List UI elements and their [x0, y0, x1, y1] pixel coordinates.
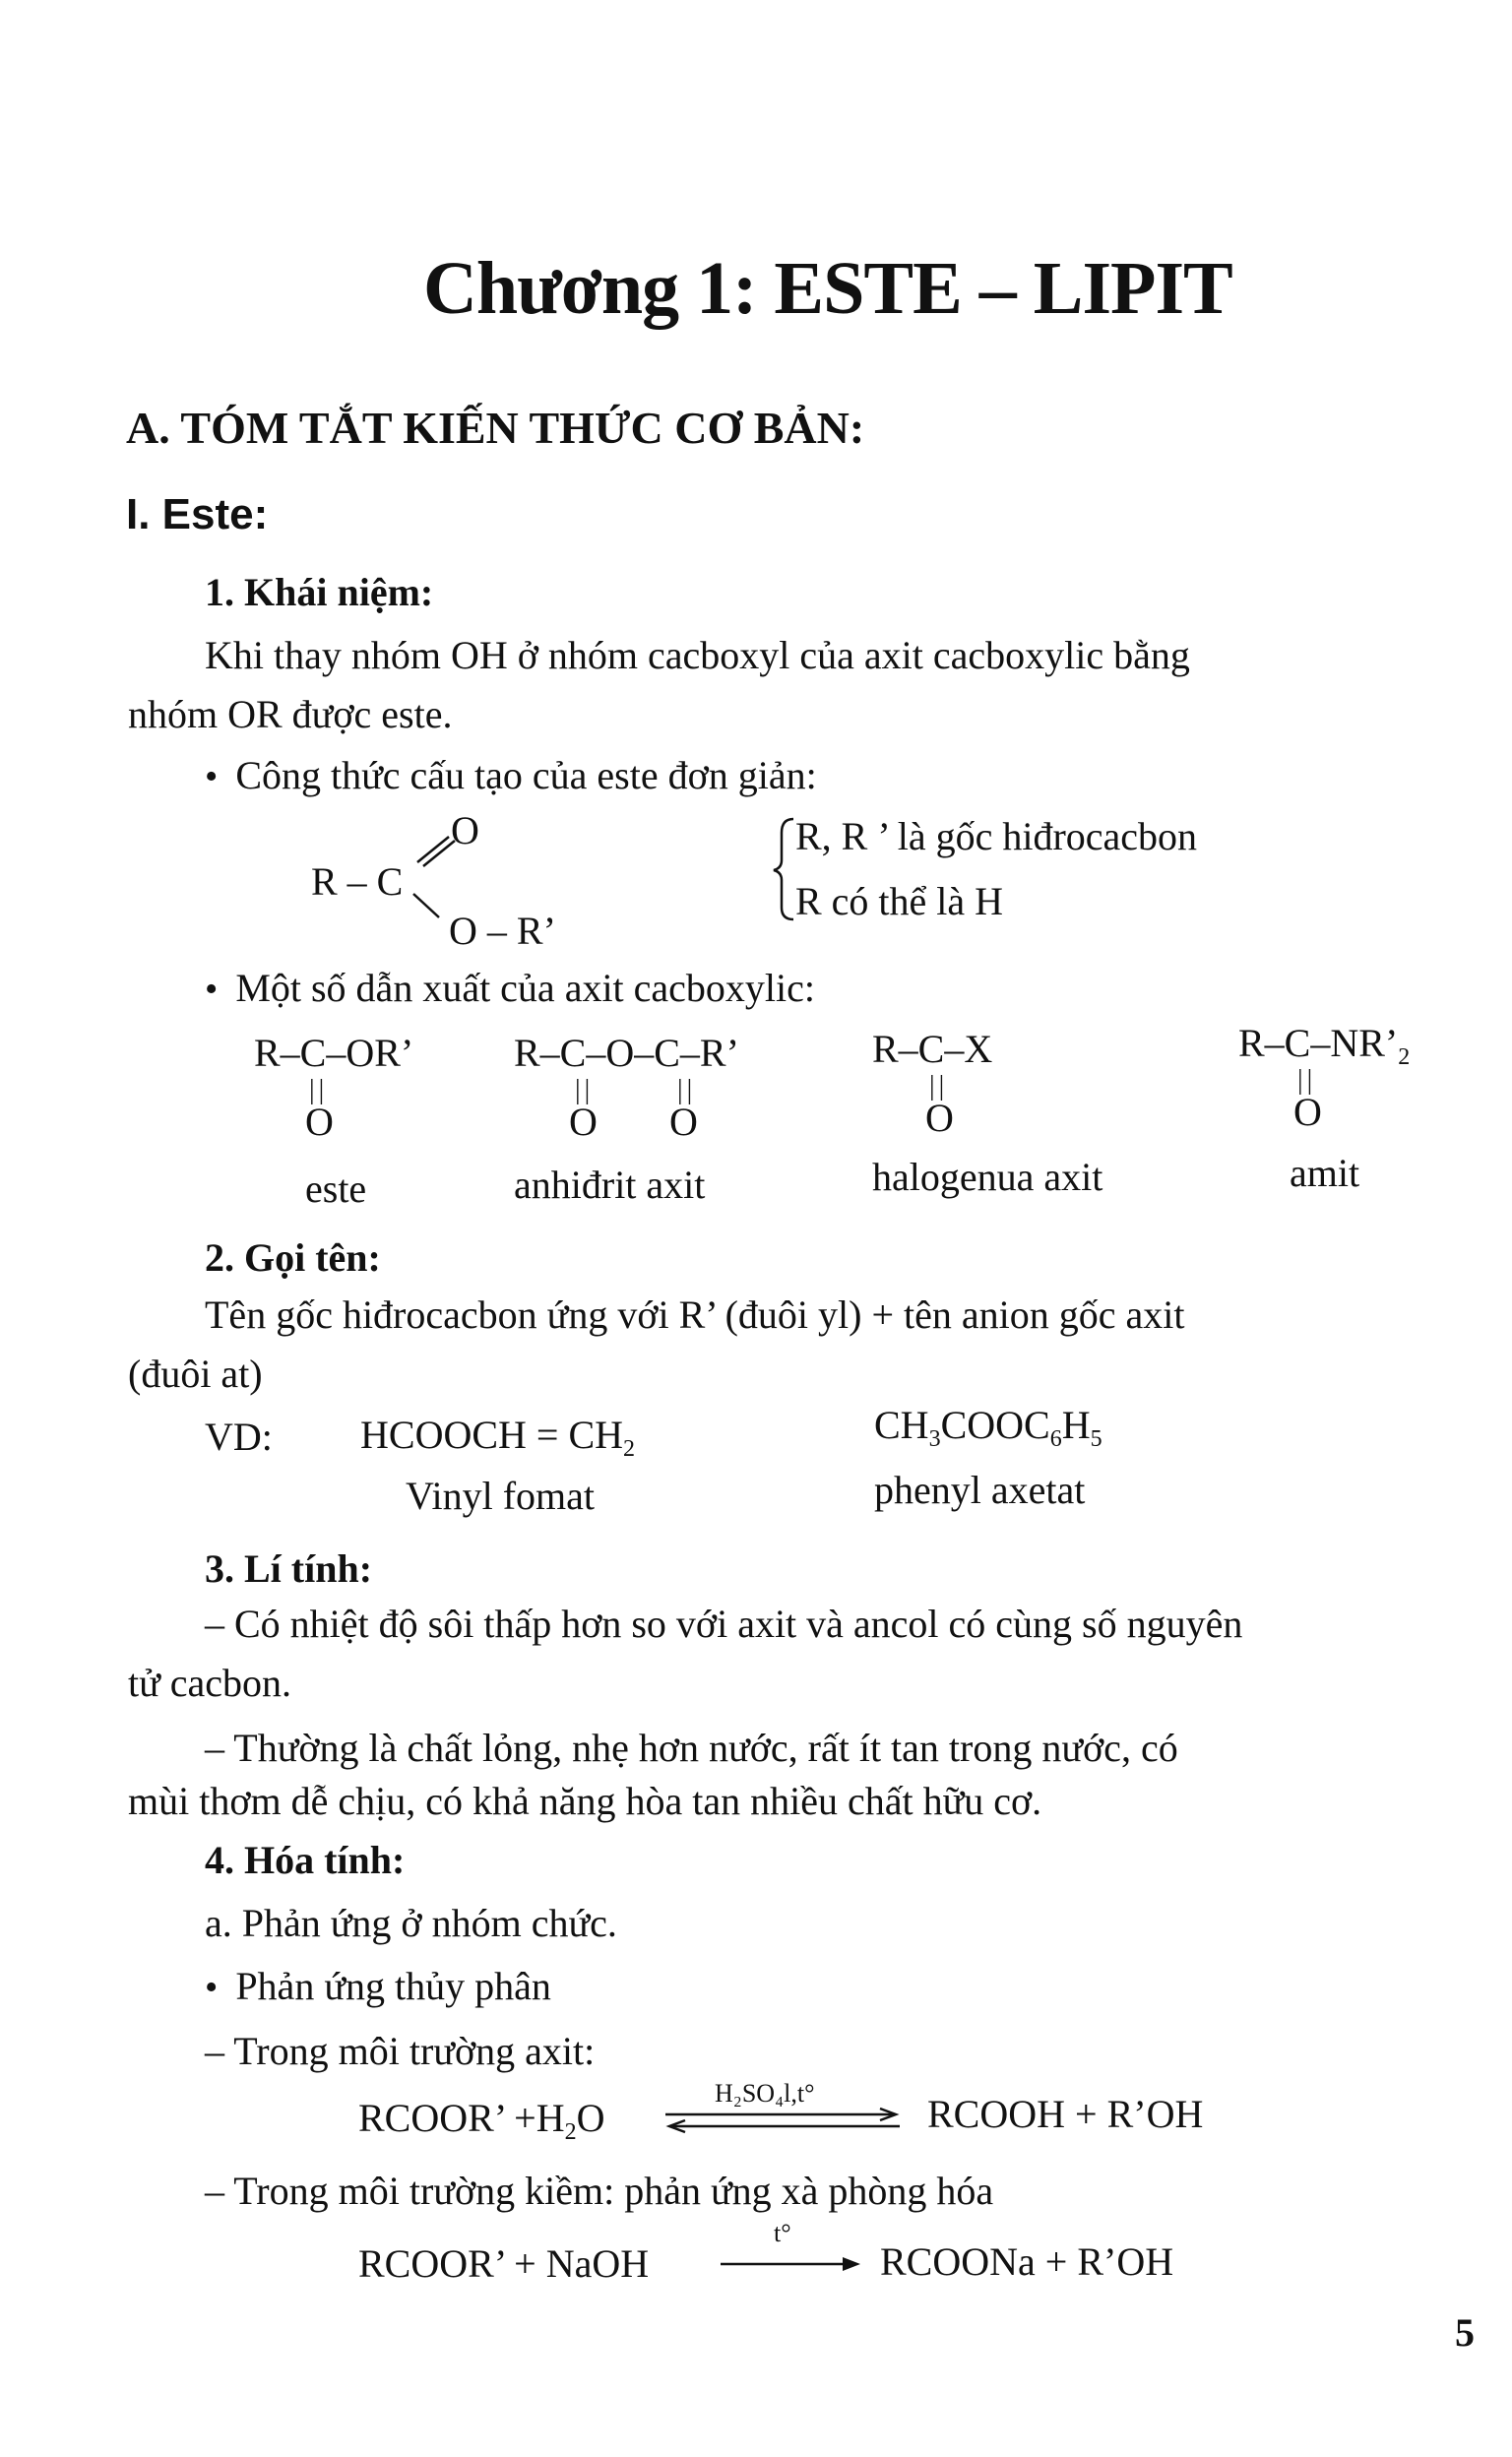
example-1-name: Vinyl fomat [406, 1474, 596, 1518]
example-1-formula: HCOOCH = $CH_2$ [360, 1413, 636, 1462]
deriv-halide-name: halogenua axit [872, 1155, 1103, 1199]
hydrolysis-bullet: • Phản ứng thủy phân [205, 1963, 551, 2009]
example-2-name: phenyl axetat [874, 1468, 1086, 1512]
eq1-left: RCOOR’ $+H_2O$ [358, 2096, 605, 2145]
section-i-heading: I. Este: [126, 490, 269, 538]
reversible-arrow-icon [662, 2107, 908, 2136]
naming-text-line1: Tên gốc hiđrocacbon ứng với R’ (đuôi yl) + tên anion gốc axit [205, 1292, 1185, 1337]
structure-note-1: R, R ’ là gốc hiđrocacbon [795, 814, 1198, 858]
forward-arrow-icon [717, 2254, 864, 2274]
single-bond-line [410, 888, 449, 927]
deriv-halide-double-bond: || [929, 1071, 949, 1102]
carbonyl-oxygen: O [451, 808, 479, 852]
deriv-ester-oxygen: O [305, 1100, 334, 1144]
physical-text-1-line2: tử cacbon. [128, 1661, 292, 1705]
deriv-ester-formula: R–C–OR’ [254, 1031, 414, 1075]
deriv-anhydride-name: anhiđrit axit [514, 1163, 706, 1207]
deriv-anhydride-double-bond-1: || [575, 1075, 595, 1105]
deriv-anhydride-oxygen-2: O [669, 1100, 698, 1144]
section-a-heading: A. TÓM TẮT KIẾN THỨC CƠ BẢN: [126, 403, 865, 453]
eq2-right: RCOONa + R’OH [880, 2239, 1174, 2284]
naming-text-line2: (đuôi at) [128, 1352, 263, 1396]
deriv-halide-oxygen: O [925, 1096, 954, 1140]
eq1-condition: H₂SO₄l,t° [715, 2079, 815, 2108]
eq2-left: RCOOR’ + NaOH [358, 2241, 650, 2286]
deriv-amide-name: amit [1290, 1151, 1360, 1195]
concept-text-line2: nhóm OR được este. [128, 692, 453, 736]
page-number: 5 [1455, 2310, 1475, 2355]
deriv-amide-formula: $R-C-NR’_2$ [1238, 1021, 1411, 1070]
structure-bullet: • Công thức cấu tạo của este đơn giản: [205, 752, 817, 798]
page-title: Chương 1: ESTE – LIPIT [423, 247, 1232, 330]
deriv-amide-oxygen: O [1293, 1090, 1322, 1134]
physical-text-2-line2: mùi thơm dễ chịu, có khả năng hòa tan nhiều chất hữu cơ. [128, 1779, 1042, 1823]
or-group: O – R’ [449, 909, 556, 953]
example-label: VD: [205, 1415, 273, 1459]
acid-environment: – Trong môi trường axit: [205, 2029, 596, 2073]
base-environment: – Trong môi trường kiềm: phản ứng xà phòng hóa [205, 2169, 994, 2213]
deriv-ester-name: este [305, 1166, 367, 1211]
naming-heading: 2. Gọi tên: [205, 1235, 381, 1280]
deriv-anhydride-double-bond-2: || [677, 1075, 697, 1105]
example-2-formula: $CH_3COOC_6H_5$ [874, 1403, 1102, 1452]
deriv-anhydride-formula: R–C–O–C–R’ [514, 1031, 739, 1075]
concept-text-line1: Khi thay nhóm OH ở nhóm cacboxyl của axit cacboxylic bằng [205, 633, 1190, 677]
physical-text-1-line1: – Có nhiệt độ sôi thấp hơn so với axit và ancol có cùng số nguyên [205, 1602, 1243, 1646]
rc-group: R – C [311, 859, 404, 904]
physical-text-2-line1: – Thường là chất lỏng, nhẹ hơn nước, rất ít tan trong nước, có [205, 1726, 1178, 1770]
deriv-amide-double-bond: || [1297, 1065, 1317, 1096]
deriv-halide-formula: R–C–X [872, 1027, 993, 1071]
deriv-ester-double-bond: || [309, 1075, 329, 1105]
structure-note-2: R có thể là H [795, 879, 1004, 923]
eq2-condition: t° [774, 2219, 791, 2247]
functional-group-reaction: a. Phản ứng ở nhóm chức. [205, 1901, 617, 1945]
deriv-anhydride-oxygen-1: O [569, 1100, 598, 1144]
chemical-heading: 4. Hóa tính: [205, 1838, 406, 1882]
physical-heading: 3. Lí tính: [205, 1546, 373, 1591]
double-bond-line [413, 829, 463, 868]
eq1-right: RCOOH + R’OH [927, 2092, 1204, 2136]
derivatives-bullet: • Một số dẫn xuất của axit cacboxylic: [205, 965, 815, 1011]
concept-heading: 1. Khái niệm: [205, 570, 434, 614]
